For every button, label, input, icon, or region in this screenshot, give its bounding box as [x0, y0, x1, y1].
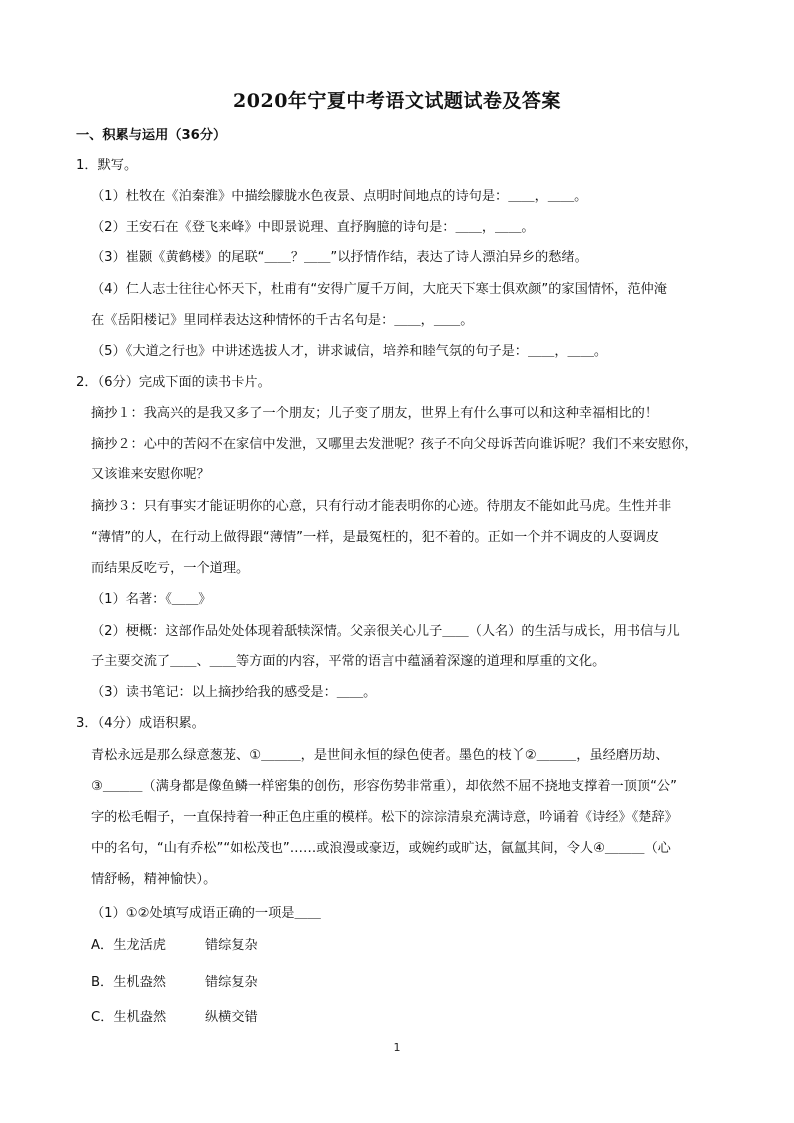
passage-line: ③＿＿＿（满身都是像鱼鳞一样密集的创伤，形容伤势非常重），却依然不屈不挠地支撑着一顶顶“公”: [91, 779, 677, 794]
choice-c-value: 纵横交错: [205, 1010, 258, 1025]
choice-option-b: [91, 974, 431, 992]
question-1-item-continued: 在《岳阳楼记》里同样表达这种情怀的千古名句是：＿＿，＿＿。: [91, 313, 474, 328]
excerpt-line: 又该谁来安慰你呢？: [91, 467, 210, 482]
excerpt-line: 而结果反吃亏，一个道理。: [91, 561, 250, 576]
page-title: 2020年宁夏中考语文试题试卷及答案: [233, 90, 561, 112]
passage-line: 字的松毛帽子，一直保持着一种正色庄重的模样。松下的淙淙清泉充满诗意，吟诵着《诗经》《楚辞》: [91, 810, 678, 825]
question-2-stem: 2．（6分）完成下面的读书卡片。: [76, 375, 271, 390]
choice-b-value: 错综复杂: [205, 975, 258, 990]
question-1-item: （4）仁人志士往往心怀天下，杜甫有“安得广厦千万间，大庇天下寒士俱欢颜”的家国情怀，范仲淹: [91, 282, 667, 297]
excerpt-line: 摘抄３：只有事实才能证明你的心意，只有行动才能表明你的心迹。待朋友不能如此马虎。生性并非: [91, 499, 672, 514]
question-1-item: （2）王安石在《登飞来峰》中即景说理、直抒胸臆的诗句是：＿＿，＿＿。: [91, 220, 535, 235]
question-1-item: （5）《大道之行也》中讲述选拔人才，讲求诚信，培养和睦气氛的句子是：＿＿，＿＿。: [91, 344, 608, 359]
passage-line: 中的名句，“山有乔松”“如松茂也”……或浪漫或豪迈，或婉约或旷达，氤氲其间，令人④＿＿＿（心: [91, 841, 671, 856]
section-heading: 一、积累与运用（36分）: [76, 128, 227, 143]
excerpt-line: “薄情”的人，在行动上做得跟“薄情”一样，是最冤枉的，犯不着的。正如一个并不调皮的人耍调皮: [91, 530, 660, 545]
question-2-subitem-continued: 子主要交流了＿＿、＿＿等方面的内容，平常的语言中蕴涵着深邃的道理和厚重的文化。: [91, 654, 606, 669]
excerpt-line: 摘抄１：我高兴的是我又多了一个朋友；儿子变了朋友，世界上有什么事可以和这种幸福相比的！: [91, 406, 659, 421]
choice-option-c: [91, 1009, 431, 1027]
passage-line: 青松永远是那么绿意葱茏、①＿＿＿，是世间永恒的绿色使者。墨色的枝丫②＿＿＿，虽经磨历劫、: [91, 748, 669, 763]
choice-b-label: B．生机盎然: [91, 975, 166, 990]
question-2-subitem: （2）梗概：这部作品处处体现着舐犊深情。父亲很关心儿子＿＿（人名）的生活与成长，用书信与儿: [91, 624, 680, 639]
question-2-subitem: （3）读书笔记：以上摘抄给我的感受是：＿＿。: [91, 685, 377, 700]
question-2-subitem: （1）名著：《＿＿》: [91, 592, 212, 607]
page-number: 1: [393, 1041, 401, 1054]
passage-line: 情舒畅，精神愉快）。: [91, 872, 217, 887]
question-1-item: （1）杜牧在《泊秦淮》中描绘朦胧水色夜景、点明时间地点的诗句是：＿＿，＿＿。: [91, 189, 588, 204]
question-1-stem: 1．默写。: [76, 158, 138, 173]
question-3-stem: 3．（4分）成语积累。: [76, 716, 205, 731]
choice-a-value: 错综复杂: [205, 938, 258, 953]
choice-a-label: A．生龙活虎: [91, 938, 166, 953]
question-1-item: （3）崔颢《黄鹤楼》的尾联“＿＿？＿＿”以抒情作结，表达了诗人漂泊异乡的愁绪。: [91, 250, 588, 265]
excerpt-line: 摘抄２：心中的苦闷不在家信中发泄，又哪里去发泄呢？孩子不向父母诉苦向谁诉呢？我们不来安慰你，: [91, 437, 698, 452]
choice-option-a: [91, 937, 431, 955]
question-3-subitem: （1）①②处填写成语正确的一项是＿＿: [91, 906, 321, 921]
choice-c-label: C．生机盎然: [91, 1010, 167, 1025]
